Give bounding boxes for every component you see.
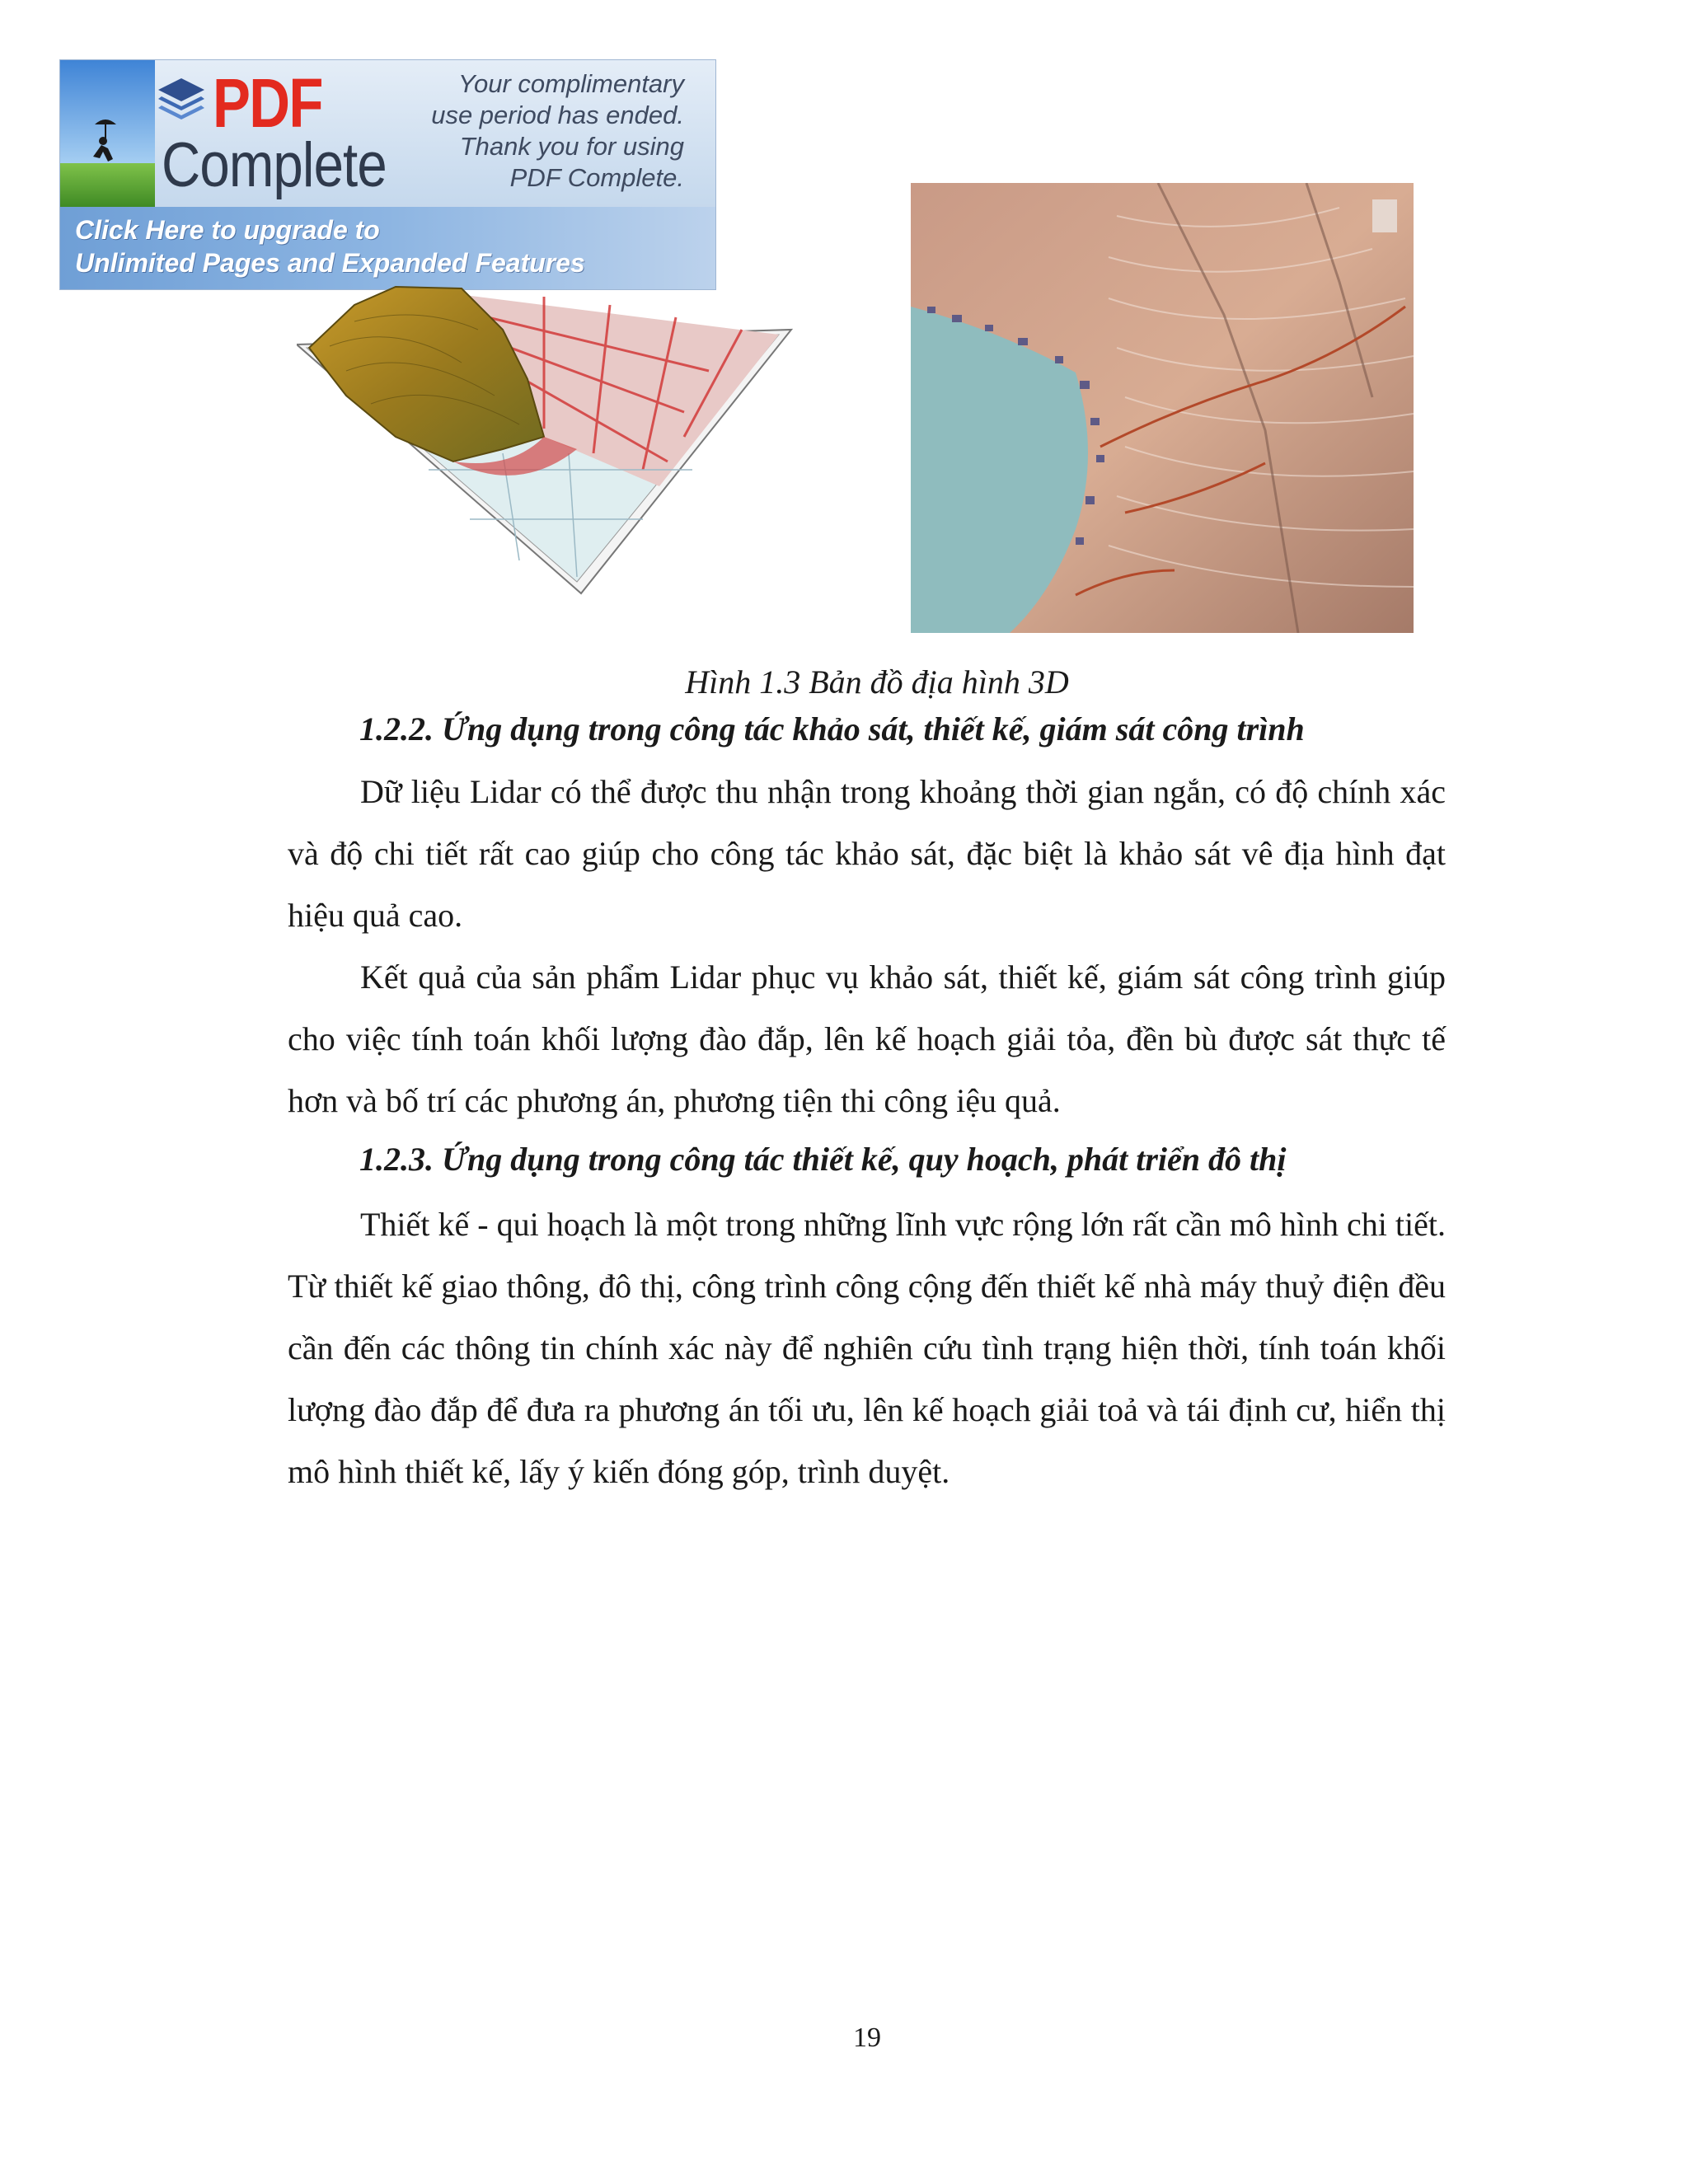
- stacked-layers-icon: [155, 75, 208, 133]
- message-line: Your complimentary: [458, 69, 684, 98]
- message-line: use period has ended.: [431, 101, 684, 129]
- paragraph: Kết quả của sản phẩm Lidar phục vụ khảo sát, thiết kế, giám sát công trình giúp cho việc tính toán khối lượng đào đắp, lên kế hoạch giải tỏa, đền bù được sát thực tế hơn và bố trí các phương án, phương tiện thi công iệu quả.: [288, 958, 1446, 1119]
- pdf-complete-banner[interactable]: [59, 59, 716, 290]
- coastal-terrain-3d-image: [911, 183, 1414, 633]
- logo-pdf-text: PDF: [213, 64, 322, 142]
- terrain-map-3d-image: [297, 272, 824, 602]
- trial-ended-message: [404, 68, 684, 194]
- message-line: PDF Complete.: [509, 163, 684, 192]
- figure-caption: Hình 1.3 Bản đồ địa hình 3D: [685, 663, 1069, 701]
- upgrade-link-line[interactable]: Click Here to upgrade to: [75, 215, 380, 245]
- upgrade-link-line[interactable]: Unlimited Pages and Expanded Features: [75, 248, 585, 278]
- section-heading-1-2-2: 1.2.2. Ứng dụng trong công tác khảo sát, thiết kế, giám sát công trình: [359, 710, 1305, 748]
- paragraph: Thiết kế - qui hoạch là một trong những lĩnh vực rộng lớn rất cần mô hình chi tiết. Từ thiết kế giao thông, đô thị, công trình công cộng đến thiết kế nhà máy thuỷ điện đều cần đến các thông tin chính xác này để nghiên cứu tình trạng hiện thời, tính toán khối lượng đào đắp để đưa ra phương án tối ưu, lên kế hoạch giải toả và tái định cư, hiển thị mô hình thiết kế, lấy ý kiến đóng góp, trình duyệt.: [288, 1206, 1446, 1490]
- section-heading-1-2-3: 1.2.3. Ứng dụng trong công tác thiết kế, quy hoạch, phát triển đô thị: [359, 1141, 1287, 1178]
- paragraph: Dữ liệu Lidar có thể được thu nhận trong khoảng thời gian ngắn, có độ chính xác và độ chi tiết rất cao giúp cho công tác khảo sát, đặc biệt là khảo sát vê địa hình đạt hiệu quả cao.: [288, 773, 1446, 934]
- jumping-person-photo: [60, 60, 155, 207]
- message-line: Thank you for using: [459, 132, 684, 161]
- page-number: 19: [853, 2022, 881, 2053]
- logo-complete-text: Complete: [162, 130, 387, 200]
